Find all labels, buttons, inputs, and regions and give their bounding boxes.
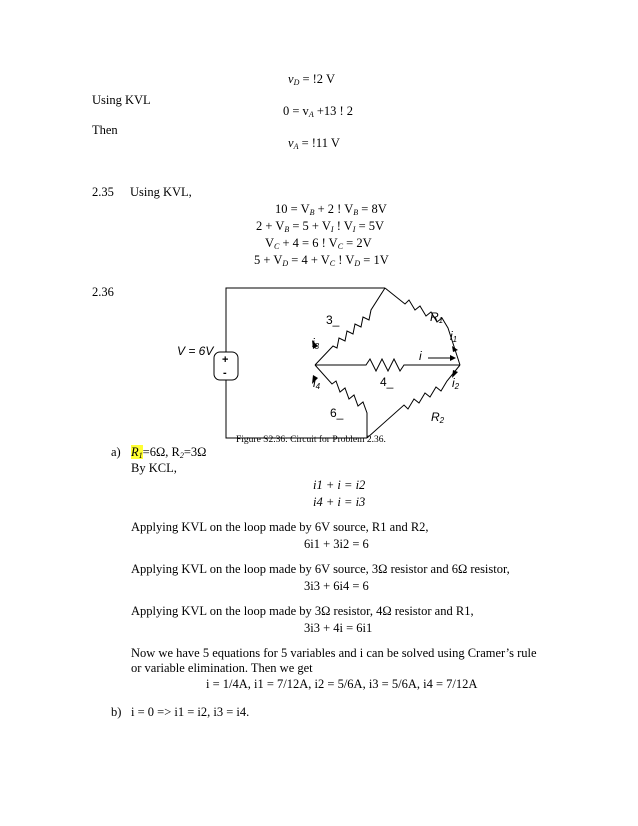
equation-235-4: $5 + V_D = 4 + V_C$ ! $V_D = 1V$ [254, 253, 389, 268]
kvl1-text: Applying KVL on the loop made by 6V source, R1 and R2, [131, 520, 429, 534]
problem-number-236: 2.36 [92, 285, 114, 299]
kcl-eq-2: i4 + i = i3 [313, 495, 366, 509]
text-using-kvl: Using KVL [92, 93, 151, 107]
label-6-ohm: 6_ [330, 406, 344, 420]
label-i2: $i_2$ [452, 376, 460, 391]
kvl3-eq: 3i3 + 4i = 6i1 [304, 621, 373, 635]
source-minus: - [223, 367, 227, 379]
label-i3: $i_3$ [312, 336, 320, 351]
result-values: i = 1/4A, i1 = 7/12A, i2 = 5/6A, i3 = 5/6A, i4 = 7/12A [206, 677, 478, 691]
equation-235-2: $2 + V_B = 5 + V_I$ ! $V_I = 5V$ [256, 219, 385, 234]
kvl2-text: Applying KVL on the loop made by 6V source, 3Ω resistor and 6Ω resistor, [131, 562, 510, 576]
source-plus: + [222, 354, 229, 366]
part-a-values: $R_1=6\Omega$, $R_2=3\Omega$ [131, 445, 207, 460]
part-b-label: b) [111, 705, 122, 719]
resistor-r1 [385, 288, 460, 365]
conclusion-text-1: Now we have 5 equations for 5 variables and i can be solved using Cramer’s rule [131, 646, 537, 660]
kcl-eq-1: i1 + i = i2 [313, 478, 366, 492]
conclusion-text-2: or variable elimination. Then we get [131, 661, 313, 675]
resistor-4 [315, 359, 460, 371]
part-b-text: i = 0 => i1 = i2, i3 = i4. [131, 705, 250, 719]
wire-bottom [226, 380, 367, 438]
figure-caption: Figure S2.36: Circuit for Problem 2.36. [236, 435, 386, 445]
part-a-label: a) [111, 445, 121, 459]
equation-235-3: $V_C + 4 = 6$ ! $V_C = 2V$ [265, 236, 372, 251]
text-using-kvl-235: Using KVL, [130, 185, 192, 199]
source-label: V = 6V [177, 344, 214, 358]
text-then: Then [92, 123, 118, 137]
label-i4: $i_4$ [313, 376, 321, 391]
text-by-kcl: By KCL, [131, 461, 177, 475]
label-r2: $R_2$ [431, 410, 445, 425]
equation-va: $v_A = !11$ V [288, 136, 340, 151]
wire-top [226, 288, 385, 353]
resistor-6 [315, 365, 367, 438]
kvl1-eq: 6i1 + 3i2 = 6 [304, 537, 369, 551]
label-4-ohm: 4_ [380, 375, 394, 389]
label-i: i [419, 349, 422, 363]
equation-vd: $v_D = !2$ V [288, 72, 335, 87]
label-r1: $R_1$ [430, 310, 444, 325]
problem-number-235: 2.35 [92, 185, 114, 199]
label-i1: $i_1$ [450, 329, 458, 344]
equation-235-1: $10 = V_B + 2$ ! $V_B = 8V$ [275, 202, 387, 217]
equation-zero: $0 = v_A +13$ ! 2 [283, 104, 354, 119]
kvl2-eq: 3i3 + 6i4 = 6 [304, 579, 369, 593]
label-3-ohm: 3_ [326, 313, 340, 327]
kvl3-text: Applying KVL on the loop made by 3Ω resistor, 4Ω resistor and R1, [131, 604, 474, 618]
arrow-i-head [450, 355, 456, 361]
